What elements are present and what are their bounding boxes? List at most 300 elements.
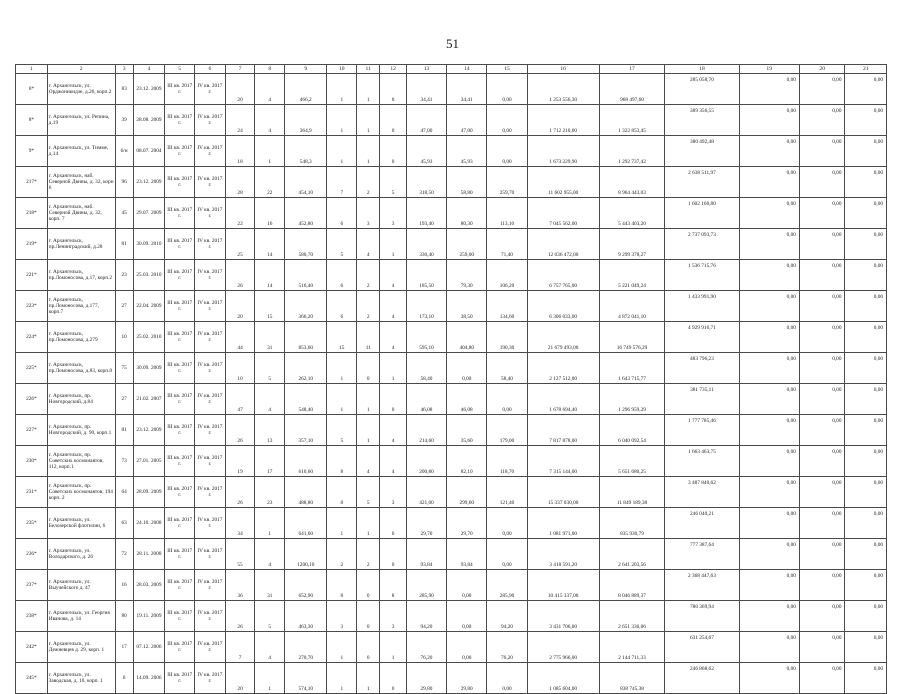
plan-end-cell: IV кв. 2017 г.	[195, 136, 226, 167]
cost-total-cell: 7 817 878,00	[527, 415, 599, 446]
table-row	[16, 477, 887, 508]
plan-end-cell: IV кв. 2017 г.	[195, 167, 226, 198]
cost-extra-cell: 0,00	[845, 353, 887, 384]
table-row	[16, 353, 887, 384]
cost-local-cell: 0,00	[739, 229, 799, 260]
area-private-cell: 45,93	[447, 136, 487, 167]
plan-end-cell: IV кв. 2017 г.	[195, 353, 226, 384]
cost-total-cell: 1 253 556,30	[527, 74, 599, 105]
cost-regional-cell: 777 387,64	[665, 539, 739, 570]
rooms-total-cell: 1	[327, 663, 357, 694]
plan-start-cell: III кв. 2017 г.	[165, 198, 195, 229]
table-row	[16, 632, 887, 663]
house-area-cell: 364,9	[285, 105, 327, 136]
house-area-cell: 574,10	[285, 663, 327, 694]
cost-extra-cell: 0,00	[845, 570, 887, 601]
doc-number-cell: 81	[115, 229, 133, 260]
resettled-count-cell: 31	[255, 570, 285, 601]
rooms-private-cell: 4	[357, 446, 380, 477]
plan-start-cell: III кв. 2017 г.	[165, 384, 195, 415]
rooms-total-cell: 1	[327, 508, 357, 539]
cost-regional-cell: 1 433 991,90	[665, 291, 739, 322]
address-cell: г. Архангельск, ул. Георгия Иванова, д. 14	[47, 601, 115, 632]
house-area-cell: 452,80	[285, 198, 327, 229]
cost-extra-cell: 0,00	[845, 632, 887, 663]
address-cell: г. Архангельск, пр.Ломоносова, д.17, корп.2	[47, 260, 115, 291]
cost-extra-cell: 0,00	[845, 105, 887, 136]
cost-regional-cell: 631 254,67	[665, 632, 739, 663]
rooms-municipal-cell: 5	[380, 167, 406, 198]
cost-other-cell: 0,00	[799, 508, 845, 539]
rooms-total-cell: 5	[327, 415, 357, 446]
doc-date-cell: 07.12. 2006	[133, 632, 165, 663]
rooms-total-cell: 2	[327, 539, 357, 570]
rooms-private-cell: 1	[357, 663, 380, 694]
cost-local-cell: 0,00	[739, 198, 799, 229]
cost-extra-cell: 0,00	[845, 136, 887, 167]
doc-number-cell: 45	[115, 198, 133, 229]
area-total-cell: 94,20	[406, 601, 446, 632]
table-row	[16, 322, 887, 353]
page-number: 51	[446, 36, 459, 51]
cost-other-cell: 0,00	[799, 260, 845, 291]
resettlement-register-table	[15, 64, 887, 694]
address-cell: г. Архангельск, ул. Дежневцев д. 29, корп. 1	[47, 632, 115, 663]
address-cell: г. Архангельск, пр. Новгородский, д. 90, корп.1	[47, 415, 115, 446]
cost-total-cell: 1 678 694,40	[527, 384, 599, 415]
cost-other-cell: 0,00	[799, 198, 845, 229]
cost-other-cell: 0,00	[799, 477, 845, 508]
address-cell: г. Архангельск, пр.Ленинградский, д.28	[47, 229, 115, 260]
area-municipal-cell: 0,00	[487, 663, 527, 694]
cost-total-cell: 1 712 210,00	[527, 105, 599, 136]
plan-start-cell: III кв. 2017 г.	[165, 136, 195, 167]
cost-other-cell: 0,00	[799, 446, 845, 477]
rooms-municipal-cell: 0	[380, 384, 406, 415]
row-number-cell: 236*	[16, 539, 48, 570]
plan-end-cell: IV кв. 2017 г.	[195, 260, 226, 291]
column-number-cell: 10	[327, 65, 357, 74]
row-number-cell: 6*	[16, 74, 48, 105]
rooms-total-cell: 8	[327, 446, 357, 477]
row-number-cell: 235*	[16, 508, 48, 539]
doc-number-cell: 96	[115, 167, 133, 198]
area-municipal-cell: 0,00	[487, 539, 527, 570]
cost-extra-cell: 0,00	[845, 663, 887, 694]
row-number-cell: 227*	[16, 415, 48, 446]
cost-regional-cell: 3 487 840,62	[665, 477, 739, 508]
cost-total-cell: 10 415 337,00	[527, 570, 599, 601]
residents-count-cell: 19	[225, 446, 255, 477]
cost-total-cell: 15 337 030,00	[527, 477, 599, 508]
rooms-municipal-cell: 0	[380, 74, 406, 105]
rooms-total-cell: 6	[327, 291, 357, 322]
plan-end-cell: IV кв. 2017 г.	[195, 198, 226, 229]
cost-fund-cell: 6 040 092,54	[599, 415, 665, 446]
column-number-cell: 15	[487, 65, 527, 74]
doc-date-cell: 30.09. 2010	[133, 229, 165, 260]
rooms-total-cell: 1	[327, 632, 357, 663]
area-municipal-cell: 94,20	[487, 601, 527, 632]
table-row	[16, 384, 887, 415]
rooms-private-cell: 11	[357, 322, 380, 353]
column-number-cell: 11	[357, 65, 380, 74]
plan-start-cell: III кв. 2017 г.	[165, 229, 195, 260]
doc-date-cell: 25.02. 2010	[133, 322, 165, 353]
area-total-cell: 58,40	[406, 353, 446, 384]
cost-fund-cell: 11 849 189,38	[599, 477, 665, 508]
rooms-municipal-cell: 4	[380, 446, 406, 477]
doc-date-cell: 21.02. 2007	[133, 384, 165, 415]
cost-local-cell: 0,00	[739, 477, 799, 508]
rooms-private-cell: 0	[357, 570, 380, 601]
cost-local-cell: 0,00	[739, 384, 799, 415]
cost-fund-cell: 1 296 959,29	[599, 384, 665, 415]
area-total-cell: 200,80	[406, 446, 446, 477]
cost-fund-cell: 8 046 889,37	[599, 570, 665, 601]
plan-end-cell: IV кв. 2017 г.	[195, 539, 226, 570]
column-number-cell: 17	[599, 65, 665, 74]
rooms-private-cell: 3	[357, 198, 380, 229]
cost-fund-cell: 838 745,38	[599, 663, 665, 694]
house-area-cell: 580,70	[285, 229, 327, 260]
resettled-count-cell: 4	[255, 105, 285, 136]
column-number-cell: 14	[447, 65, 487, 74]
cost-local-cell: 0,00	[739, 415, 799, 446]
doc-date-cell: 25.03. 2010	[133, 260, 165, 291]
rooms-total-cell: 6	[327, 260, 357, 291]
house-area-cell: 641,60	[285, 508, 327, 539]
house-area-cell: 610,60	[285, 446, 327, 477]
address-cell: г. Архангельск, ул. Выучейского д. 47	[47, 570, 115, 601]
address-cell: г. Архангельск, пр.Ломоносова, д.279	[47, 322, 115, 353]
plan-end-cell: IV кв. 2017 г.	[195, 446, 226, 477]
doc-date-cell: 27.01. 2005	[133, 446, 165, 477]
cost-fund-cell: 5 221 049,24	[599, 260, 665, 291]
address-cell: г. Архангельск, ул. Белозерской флотилии, 6	[47, 508, 115, 539]
area-total-cell: 34,41	[406, 74, 446, 105]
cost-other-cell: 0,00	[799, 601, 845, 632]
area-municipal-cell: 0,00	[487, 74, 527, 105]
area-private-cell: 79,30	[447, 260, 487, 291]
table-row	[16, 570, 887, 601]
column-number-row	[16, 65, 887, 74]
rooms-private-cell: 2	[357, 539, 380, 570]
area-total-cell: 193,40	[406, 198, 446, 229]
cost-other-cell: 0,00	[799, 353, 845, 384]
resettled-count-cell: 23	[255, 477, 285, 508]
house-area-cell: 466,2	[285, 74, 327, 105]
row-number-cell: 231*	[16, 477, 48, 508]
table-row	[16, 136, 887, 167]
plan-start-cell: III кв. 2017 г.	[165, 291, 195, 322]
rooms-municipal-cell: 0	[380, 508, 406, 539]
area-private-cell: 34,41	[447, 74, 487, 105]
cost-total-cell: 1 673 229,90	[527, 136, 599, 167]
resettled-count-cell: 16	[255, 198, 285, 229]
doc-number-cell: 80	[115, 601, 133, 632]
rooms-municipal-cell: 4	[380, 322, 406, 353]
cost-local-cell: 0,00	[739, 105, 799, 136]
resettled-count-cell: 22	[255, 167, 285, 198]
residents-count-cell: 18	[225, 136, 255, 167]
column-number-cell: 13	[406, 65, 446, 74]
cost-fund-cell: 5 651 680,25	[599, 446, 665, 477]
resettled-count-cell: 1	[255, 663, 285, 694]
doc-date-cell: 28.09. 2009	[133, 477, 165, 508]
cost-fund-cell: 5 443 403,20	[599, 198, 665, 229]
cost-other-cell: 0,00	[799, 291, 845, 322]
cost-regional-cell: 389 356,55	[665, 105, 739, 136]
cost-other-cell: 0,00	[799, 74, 845, 105]
row-number-cell: 225*	[16, 353, 48, 384]
area-private-cell: 259,00	[447, 229, 487, 260]
area-private-cell: 35,60	[447, 415, 487, 446]
plan-start-cell: III кв. 2017 г.	[165, 415, 195, 446]
cost-extra-cell: 0,00	[845, 291, 887, 322]
doc-number-cell: 83	[115, 74, 133, 105]
column-number-cell: 12	[380, 65, 406, 74]
doc-date-cell: 28.08. 2009	[133, 105, 165, 136]
plan-end-cell: IV кв. 2017 г.	[195, 291, 226, 322]
address-cell: г. Архангельск, ул. Репина, д.19	[47, 105, 115, 136]
area-municipal-cell: 118,70	[487, 446, 527, 477]
area-municipal-cell: 0,00	[487, 136, 527, 167]
cost-extra-cell: 0,00	[845, 198, 887, 229]
residents-count-cell: 28	[225, 167, 255, 198]
doc-date-cell: 24.10. 2008	[133, 508, 165, 539]
house-area-cell: 454,10	[285, 167, 327, 198]
row-number-cell: 245*	[16, 663, 48, 694]
doc-number-cell: 81	[115, 415, 133, 446]
cost-extra-cell: 0,00	[845, 601, 887, 632]
column-number-cell: 21	[845, 65, 887, 74]
cost-other-cell: 0,00	[799, 229, 845, 260]
area-total-cell: 93,84	[406, 539, 446, 570]
doc-number-cell: 63	[115, 508, 133, 539]
cost-fund-cell: 1 643 715,77	[599, 353, 665, 384]
residents-count-cell: 26	[225, 601, 255, 632]
plan-end-cell: IV кв. 2017 г.	[195, 415, 226, 446]
column-number-cell: 1	[16, 65, 48, 74]
row-number-cell: 224*	[16, 322, 48, 353]
rooms-private-cell: 0	[357, 632, 380, 663]
rooms-total-cell: 1	[327, 105, 357, 136]
rooms-total-cell: 3	[327, 601, 357, 632]
residents-count-cell: 20	[225, 74, 255, 105]
cost-local-cell: 0,00	[739, 446, 799, 477]
house-area-cell: 488,80	[285, 477, 327, 508]
area-total-cell: 214,60	[406, 415, 446, 446]
table-row	[16, 539, 887, 570]
residents-count-cell: 7	[225, 632, 255, 663]
area-municipal-cell: 0,00	[487, 508, 527, 539]
cost-extra-cell: 0,00	[845, 167, 887, 198]
cost-other-cell: 0,00	[799, 632, 845, 663]
cost-other-cell: 0,00	[799, 136, 845, 167]
area-private-cell: 0,00	[447, 353, 487, 384]
rooms-municipal-cell: 3	[380, 601, 406, 632]
area-municipal-cell: 76,20	[487, 632, 527, 663]
column-number-cell: 19	[739, 65, 799, 74]
table-row	[16, 260, 887, 291]
area-private-cell: 82,10	[447, 446, 487, 477]
cost-regional-cell: 285 058,70	[665, 74, 739, 105]
area-municipal-cell: 259,70	[487, 167, 527, 198]
cost-extra-cell: 0,00	[845, 74, 887, 105]
residents-count-cell: 26	[225, 415, 255, 446]
house-area-cell: 516,40	[285, 260, 327, 291]
cost-total-cell: 7 315 144,00	[527, 446, 599, 477]
cost-other-cell: 0,00	[799, 322, 845, 353]
cost-total-cell: 21 679 493,00	[527, 322, 599, 353]
cost-regional-cell: 2 368 447,63	[665, 570, 739, 601]
resettled-count-cell: 17	[255, 446, 285, 477]
area-private-cell: 46,08	[447, 384, 487, 415]
column-number-cell: 8	[255, 65, 285, 74]
area-municipal-cell: 106,20	[487, 260, 527, 291]
rooms-private-cell: 1	[357, 508, 380, 539]
cost-regional-cell: 483 796,23	[665, 353, 739, 384]
cost-fund-cell: 9 299 378,27	[599, 229, 665, 260]
cost-total-cell: 3 431 706,00	[527, 601, 599, 632]
plan-start-cell: III кв. 2017 г.	[165, 539, 195, 570]
cost-local-cell: 0,00	[739, 353, 799, 384]
area-municipal-cell: 0,00	[487, 384, 527, 415]
cost-local-cell: 0,00	[739, 539, 799, 570]
cost-fund-cell: 4 872 041,10	[599, 291, 665, 322]
residents-count-cell: 20	[225, 663, 255, 694]
area-total-cell: 318,50	[406, 167, 446, 198]
cost-other-cell: 0,00	[799, 384, 845, 415]
doc-date-cell: 19.11. 2009	[133, 601, 165, 632]
house-area-cell: 262,10	[285, 353, 327, 384]
house-area-cell: 270,70	[285, 632, 327, 663]
area-total-cell: 29,70	[406, 508, 446, 539]
address-cell: г. Архангельск, ул. Заводская, д. 10, корп. 1	[47, 663, 115, 694]
area-private-cell: 29,80	[447, 663, 487, 694]
rooms-private-cell: 2	[357, 291, 380, 322]
doc-number-cell: 6	[115, 663, 133, 694]
cost-total-cell: 7 045 562,00	[527, 198, 599, 229]
cost-regional-cell: 2 638 511,97	[665, 167, 739, 198]
residents-count-cell: 44	[225, 322, 255, 353]
column-number-cell: 7	[225, 65, 255, 74]
rooms-total-cell: 5	[327, 229, 357, 260]
table-row	[16, 508, 887, 539]
plan-start-cell: III кв. 2017 г.	[165, 508, 195, 539]
cost-fund-cell: 835 930,79	[599, 508, 665, 539]
rooms-total-cell: 1	[327, 74, 357, 105]
cost-total-cell: 2 127 512,00	[527, 353, 599, 384]
rooms-total-cell: 1	[327, 353, 357, 384]
resettled-count-cell: 4	[255, 539, 285, 570]
residents-count-cell: 24	[225, 105, 255, 136]
rooms-municipal-cell: 3	[380, 477, 406, 508]
rooms-total-cell: 8	[327, 477, 357, 508]
address-cell: г. Архангельск, ул. Володарского, д. 26	[47, 539, 115, 570]
rooms-private-cell: 0	[357, 601, 380, 632]
cost-fund-cell: 1 292 737,42	[599, 136, 665, 167]
doc-number-cell: 17	[115, 632, 133, 663]
address-cell: г. Архангельск, наб. Северной Двины, д. 32, корп. 7	[47, 198, 115, 229]
row-number-cell: 223*	[16, 291, 48, 322]
area-municipal-cell: 134,60	[487, 291, 527, 322]
cost-total-cell: 12 036 472,00	[527, 229, 599, 260]
house-area-cell: 366,20	[285, 291, 327, 322]
column-number-cell: 18	[665, 65, 739, 74]
cost-extra-cell: 0,00	[845, 229, 887, 260]
area-total-cell: 173,10	[406, 291, 446, 322]
rooms-municipal-cell: 4	[380, 291, 406, 322]
cost-extra-cell: 0,00	[845, 477, 887, 508]
rooms-private-cell: 2	[357, 167, 380, 198]
cost-extra-cell: 0,00	[845, 539, 887, 570]
rooms-private-cell: 5	[357, 477, 380, 508]
table-row	[16, 601, 887, 632]
area-private-cell: 0,00	[447, 570, 487, 601]
resettled-count-cell: 15	[255, 291, 285, 322]
area-total-cell: 46,08	[406, 384, 446, 415]
address-cell: г. Архангельск, ул. Тимме, д.14	[47, 136, 115, 167]
doc-number-cell: 39	[115, 105, 133, 136]
rooms-private-cell: 1	[357, 74, 380, 105]
plan-end-cell: IV кв. 2017 г.	[195, 477, 226, 508]
cost-local-cell: 0,00	[739, 601, 799, 632]
rooms-total-cell: 6	[327, 198, 357, 229]
table-row	[16, 229, 887, 260]
resettled-count-cell: 5	[255, 601, 285, 632]
doc-date-cell: 14.09. 2006	[133, 663, 165, 694]
column-number-cell: 6	[195, 65, 226, 74]
row-number-cell: 221*	[16, 260, 48, 291]
cost-local-cell: 0,00	[739, 632, 799, 663]
address-cell: г. Архангельск, наб. Северной Двины, д. 32, корп 6	[47, 167, 115, 198]
cost-local-cell: 0,00	[739, 260, 799, 291]
cost-total-cell: 11 602 955,00	[527, 167, 599, 198]
residents-count-cell: 34	[225, 508, 255, 539]
row-number-cell: 217*	[16, 167, 48, 198]
cost-fund-cell: 2 144 711,33	[599, 632, 665, 663]
doc-date-cell: 08.07. 2004	[133, 136, 165, 167]
table-row	[16, 167, 887, 198]
cost-regional-cell: 2 737 093,73	[665, 229, 739, 260]
plan-start-cell: III кв. 2017 г.	[165, 353, 195, 384]
doc-date-cell: 22.04. 2009	[133, 291, 165, 322]
row-number-cell: 226*	[16, 384, 48, 415]
cost-regional-cell: 1 536 715,76	[665, 260, 739, 291]
table-row	[16, 291, 887, 322]
resettled-count-cell: 1	[255, 136, 285, 167]
house-area-cell: 1200,10	[285, 539, 327, 570]
house-area-cell: 357,10	[285, 415, 327, 446]
cost-other-cell: 0,00	[799, 167, 845, 198]
plan-start-cell: III кв. 2017 г.	[165, 477, 195, 508]
cost-regional-cell: 1 602 160,80	[665, 198, 739, 229]
plan-end-cell: IV кв. 2017 г.	[195, 508, 226, 539]
column-number-cell: 4	[133, 65, 165, 74]
address-cell: г. Архангельск, пр. Советских космонавтов, 112, корп.1	[47, 446, 115, 477]
resettled-count-cell: 4	[255, 384, 285, 415]
area-private-cell: 0,00	[447, 601, 487, 632]
rooms-total-cell: 1	[327, 136, 357, 167]
cost-other-cell: 0,00	[799, 105, 845, 136]
plan-end-cell: IV кв. 2017 г.	[195, 570, 226, 601]
rooms-municipal-cell: 0	[380, 663, 406, 694]
residents-count-cell: 55	[225, 539, 255, 570]
address-cell: г. Архангельск, пр.Ломоносова, д.177, корп.7	[47, 291, 115, 322]
address-cell: г. Архангельск, ул. Орджоникидзе, д.26, корп.2	[47, 74, 115, 105]
